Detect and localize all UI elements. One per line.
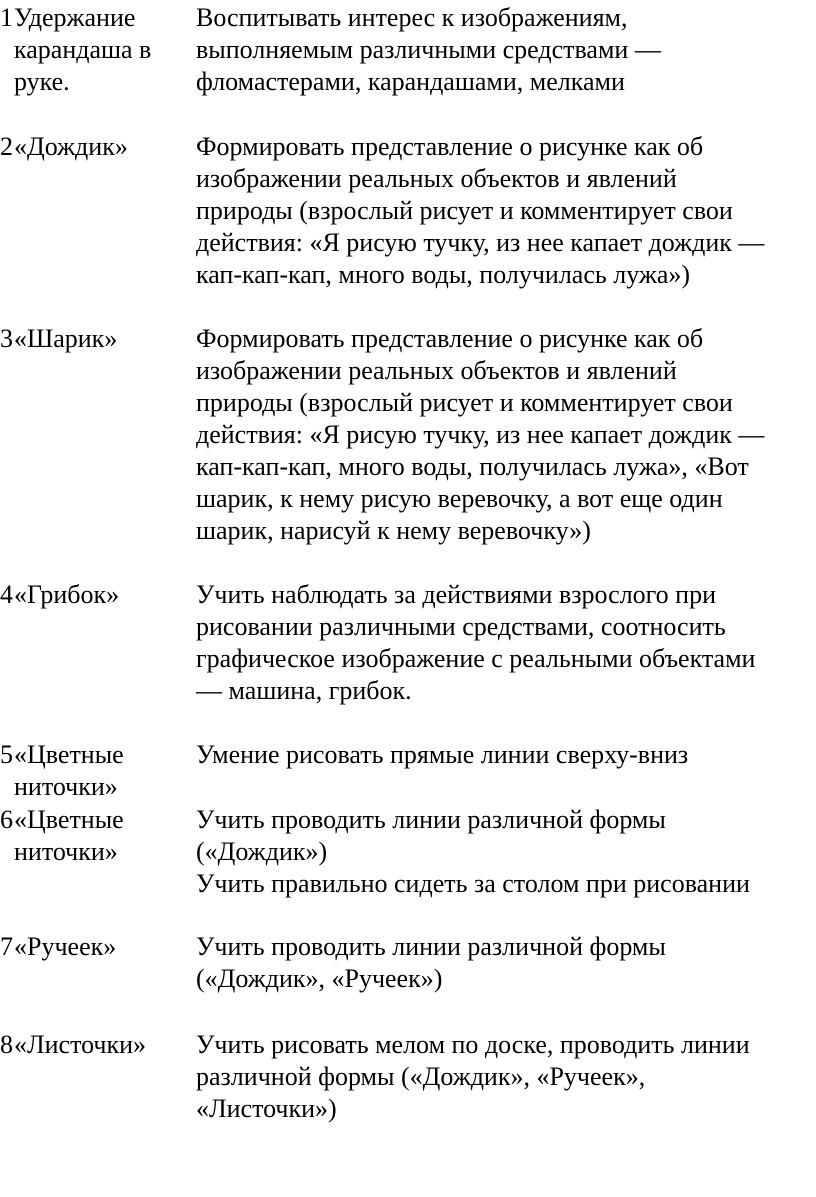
item-title <box>14 2 184 98</box>
item-description-line: изображении реальных объектов и явлений <box>196 164 677 193</box>
item-description <box>196 323 814 547</box>
item-description-line: действия: «Я рисую тучку, из нее капает дождик — <box>196 228 765 257</box>
item-description-line: кап-кап-кап, много воды, получилась лужа», «Вот <box>196 452 749 481</box>
item-description-line: Формировать представление о рисунке как об <box>196 132 704 161</box>
item-description <box>196 131 814 291</box>
item-description-line: шарик, к нему рисую веревочку, а вот еще один <box>196 484 723 513</box>
item-description-line: действия: «Я рисую тучку, из нее капает дождик — <box>196 420 765 449</box>
item-description-line: графическое изображение с реальными объектами <box>196 644 756 673</box>
item-title-line: «Грибок» <box>14 580 120 609</box>
item-description-line: Учить правильно сидеть за столом при рисовании <box>196 869 750 898</box>
item-description-line: Воспитывать интерес к изображениям, <box>196 3 628 32</box>
item-title <box>14 931 184 963</box>
item-description-line: («Дождик», «Ручеек») <box>196 964 443 993</box>
item-description-line: Учить наблюдать за действиями взрослого при <box>196 580 717 609</box>
item-description <box>196 1029 814 1125</box>
item-title <box>14 323 184 355</box>
item-description-line: («Дождик») <box>196 837 328 866</box>
item-description-line: — машина, грибок. <box>196 676 412 705</box>
item-title <box>14 131 184 163</box>
item-description <box>196 739 814 771</box>
item-number: 3 <box>0 324 13 353</box>
item-title-line: «Шарик» <box>14 324 118 353</box>
item-title-line: «Листочки» <box>14 1030 147 1059</box>
item-description-line: Умение рисовать прямые линии сверху-вниз <box>196 740 689 769</box>
item-description-line: шарик, нарисуй к нему веревочку») <box>196 516 591 545</box>
item-title-line: «Цветные <box>14 740 124 769</box>
item-description-line: изображении реальных объектов и явлений <box>196 356 677 385</box>
item-description-line: «Листочки») <box>196 1094 337 1123</box>
item-title <box>14 579 184 611</box>
item-number: 6 <box>0 805 13 834</box>
item-description-line: фломастерами, карандашами, мелками <box>196 67 625 96</box>
item-number: 5 <box>0 740 13 769</box>
item-title-line: руке. <box>14 67 70 96</box>
item-number: 1 <box>0 3 13 32</box>
item-title-line: карандаша в <box>14 35 152 64</box>
item-number: 8 <box>0 1030 13 1059</box>
item-number: 7 <box>0 932 13 961</box>
item-title-line: «Ручеек» <box>14 932 117 961</box>
item-description-line: Учить проводить линии различной формы <box>196 932 666 961</box>
item-description <box>196 931 814 995</box>
item-description-line: рисовании различными средствами, соотносить <box>196 612 726 641</box>
item-description-line: природы (взрослый рисует и комментирует свои <box>196 196 733 225</box>
item-title-line: ниточки» <box>14 837 118 866</box>
item-description-line: Учить рисовать мелом по доске, проводить линии <box>196 1030 750 1059</box>
item-description-line: кап-кап-кап, много воды, получилась лужа») <box>196 260 691 289</box>
item-title <box>14 804 184 868</box>
item-description <box>196 579 814 707</box>
item-description-line: выполняемым различными средствами — <box>196 35 661 64</box>
item-title <box>14 739 184 803</box>
item-description-line: природы (взрослый рисует и комментирует свои <box>196 388 733 417</box>
item-description-line: Формировать представление о рисунке как об <box>196 324 704 353</box>
item-description-line: различной формы («Дождик», «Ручеек», <box>196 1062 646 1091</box>
item-description <box>196 804 814 900</box>
item-title-line: ниточки» <box>14 772 118 801</box>
item-title-line: «Дождик» <box>14 132 128 161</box>
item-title-line: Удержание <box>14 3 136 32</box>
item-description-line: Учить проводить линии различной формы <box>196 805 666 834</box>
item-title <box>14 1029 184 1061</box>
item-number: 4 <box>0 580 13 609</box>
item-number: 2 <box>0 132 13 161</box>
item-title-line: «Цветные <box>14 805 124 834</box>
item-description <box>196 2 814 98</box>
